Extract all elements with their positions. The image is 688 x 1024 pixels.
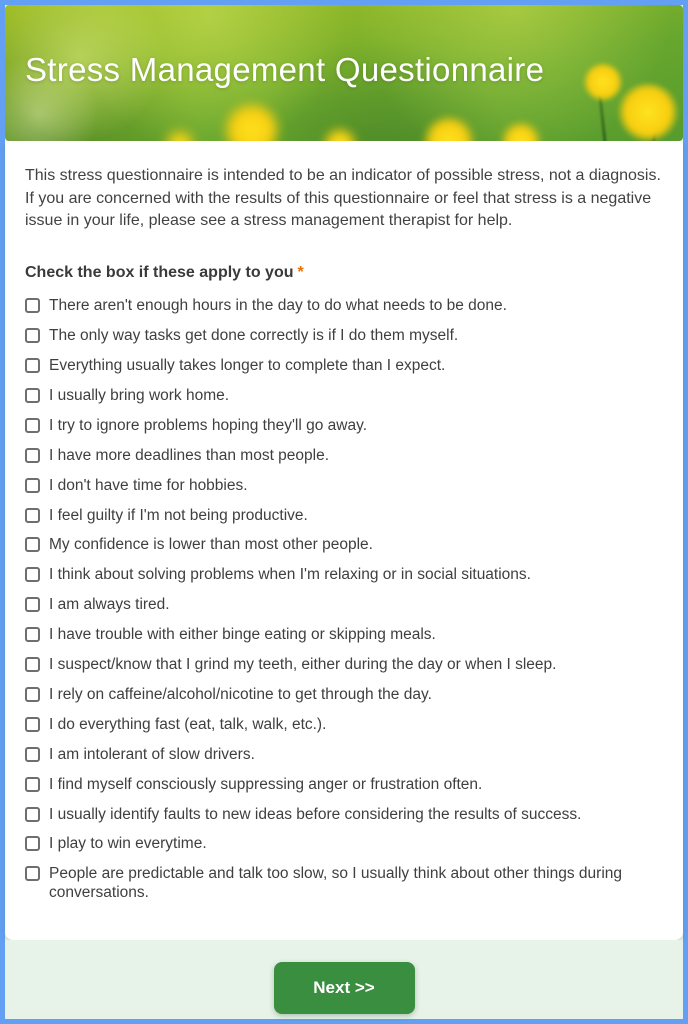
checkbox-row[interactable] (25, 716, 663, 735)
checkbox[interactable] (25, 418, 40, 433)
checkbox-label: I don't have time for hobbies. (49, 476, 248, 494)
checkbox-label: I think about solving problems when I'm relaxing or in social situations. (49, 566, 531, 584)
footer (5, 940, 683, 1019)
checkbox-row[interactable] (25, 507, 663, 526)
checkbox[interactable] (25, 747, 40, 762)
flower-icon (223, 103, 281, 141)
checkbox[interactable] (25, 298, 40, 313)
checkbox-label: I am intolerant of slow drivers. (49, 745, 255, 763)
checkbox[interactable] (25, 537, 40, 552)
checkbox-label: I find myself consciously suppressing anger or frustration often. (49, 775, 483, 793)
checkbox-label: I am always tired. (49, 596, 170, 614)
checkbox[interactable] (25, 717, 40, 732)
checkbox-row[interactable] (25, 626, 663, 645)
page-title: Stress Management Questionnaire (25, 51, 545, 88)
flower-icon (323, 129, 357, 141)
checkbox[interactable] (25, 597, 40, 612)
checkbox[interactable] (25, 508, 40, 523)
checkbox[interactable] (25, 777, 40, 792)
checkbox-label: There aren't enough hours in the day to do what needs to be done. (49, 297, 507, 315)
checkbox[interactable] (25, 328, 40, 343)
checkbox-label: I have more deadlines than most people. (49, 446, 330, 464)
checkbox-label: I suspect/know that I grind my teeth, either during the day or when I sleep. (49, 656, 557, 674)
checkbox-label: I do everything fast (eat, talk, walk, etc.). (49, 715, 327, 733)
checklist (25, 297, 663, 903)
form-card (5, 141, 683, 940)
checkbox-row[interactable] (25, 656, 663, 675)
checkbox-row[interactable] (25, 835, 663, 854)
header-banner (5, 5, 683, 141)
checkbox-row[interactable] (25, 746, 663, 765)
checkbox[interactable] (25, 657, 40, 672)
checkbox-row[interactable] (25, 686, 663, 705)
checkbox-label: I try to ignore problems hoping they'll go away. (49, 416, 368, 434)
checkbox-label: I usually bring work home. (49, 386, 230, 404)
checkbox-row[interactable] (25, 447, 663, 466)
checkbox-row[interactable] (25, 297, 663, 316)
checkbox-row[interactable] (25, 536, 663, 555)
checkbox[interactable] (25, 807, 40, 822)
checkbox-row[interactable] (25, 387, 663, 406)
checkbox[interactable] (25, 358, 40, 373)
required-asterisk: * (297, 264, 304, 282)
checkbox-label: Everything usually takes longer to complete than I expect. (49, 356, 446, 374)
checkbox-label: I feel guilty if I'm not being productive. (49, 506, 308, 524)
checkbox-row[interactable] (25, 357, 663, 376)
checkbox-row[interactable] (25, 477, 663, 496)
flower-stem (598, 93, 606, 141)
question-label (25, 264, 663, 282)
checkbox[interactable] (25, 567, 40, 582)
checkbox-row[interactable] (25, 776, 663, 795)
flower-icon (423, 117, 475, 141)
checkbox-row[interactable] (25, 566, 663, 585)
checkbox-label: I play to win everytime. (49, 835, 207, 853)
checkbox[interactable] (25, 687, 40, 702)
flower-icon (617, 83, 679, 141)
flower-icon (501, 123, 541, 141)
checkbox[interactable] (25, 478, 40, 493)
checkbox-row[interactable] (25, 417, 663, 436)
page-inner (5, 5, 683, 1019)
question-label-text: Check the box if these apply to you (25, 264, 294, 282)
flower-icon (583, 63, 623, 101)
flower-icon (165, 131, 195, 141)
checkbox[interactable] (25, 448, 40, 463)
checkbox-label: The only way tasks get done correctly is if I do them myself. (49, 327, 459, 345)
checkbox[interactable] (25, 866, 40, 881)
next-button[interactable]: Next >> (274, 962, 415, 1014)
checkbox-row[interactable] (25, 596, 663, 615)
checkbox[interactable] (25, 627, 40, 642)
intro-text: This stress questionnaire is intended to be an indicator of possible stress, not a diagnosis. If you are concerned with the results of this questionnaire or feel that stress is a negative issue in your life, please see a stress management therapist for help. (25, 167, 661, 230)
checkbox-label: I have trouble with either binge eating or skipping meals. (49, 626, 436, 644)
checkbox-label: People are predictable and talk too slow, so I usually think about other things during conversations. (49, 865, 623, 902)
checkbox-label: I rely on caffeine/alcohol/nicotine to get through the day. (49, 685, 432, 703)
checkbox-label: My confidence is lower than most other people. (49, 536, 373, 554)
checkbox[interactable] (25, 836, 40, 851)
checkbox-row[interactable] (25, 865, 663, 903)
flower-stem (651, 123, 657, 141)
checkbox-label: I usually identify faults to new ideas before considering the results of success. (49, 805, 582, 823)
checkbox-row[interactable] (25, 806, 663, 825)
checkbox-row[interactable] (25, 327, 663, 346)
checkbox[interactable] (25, 388, 40, 403)
